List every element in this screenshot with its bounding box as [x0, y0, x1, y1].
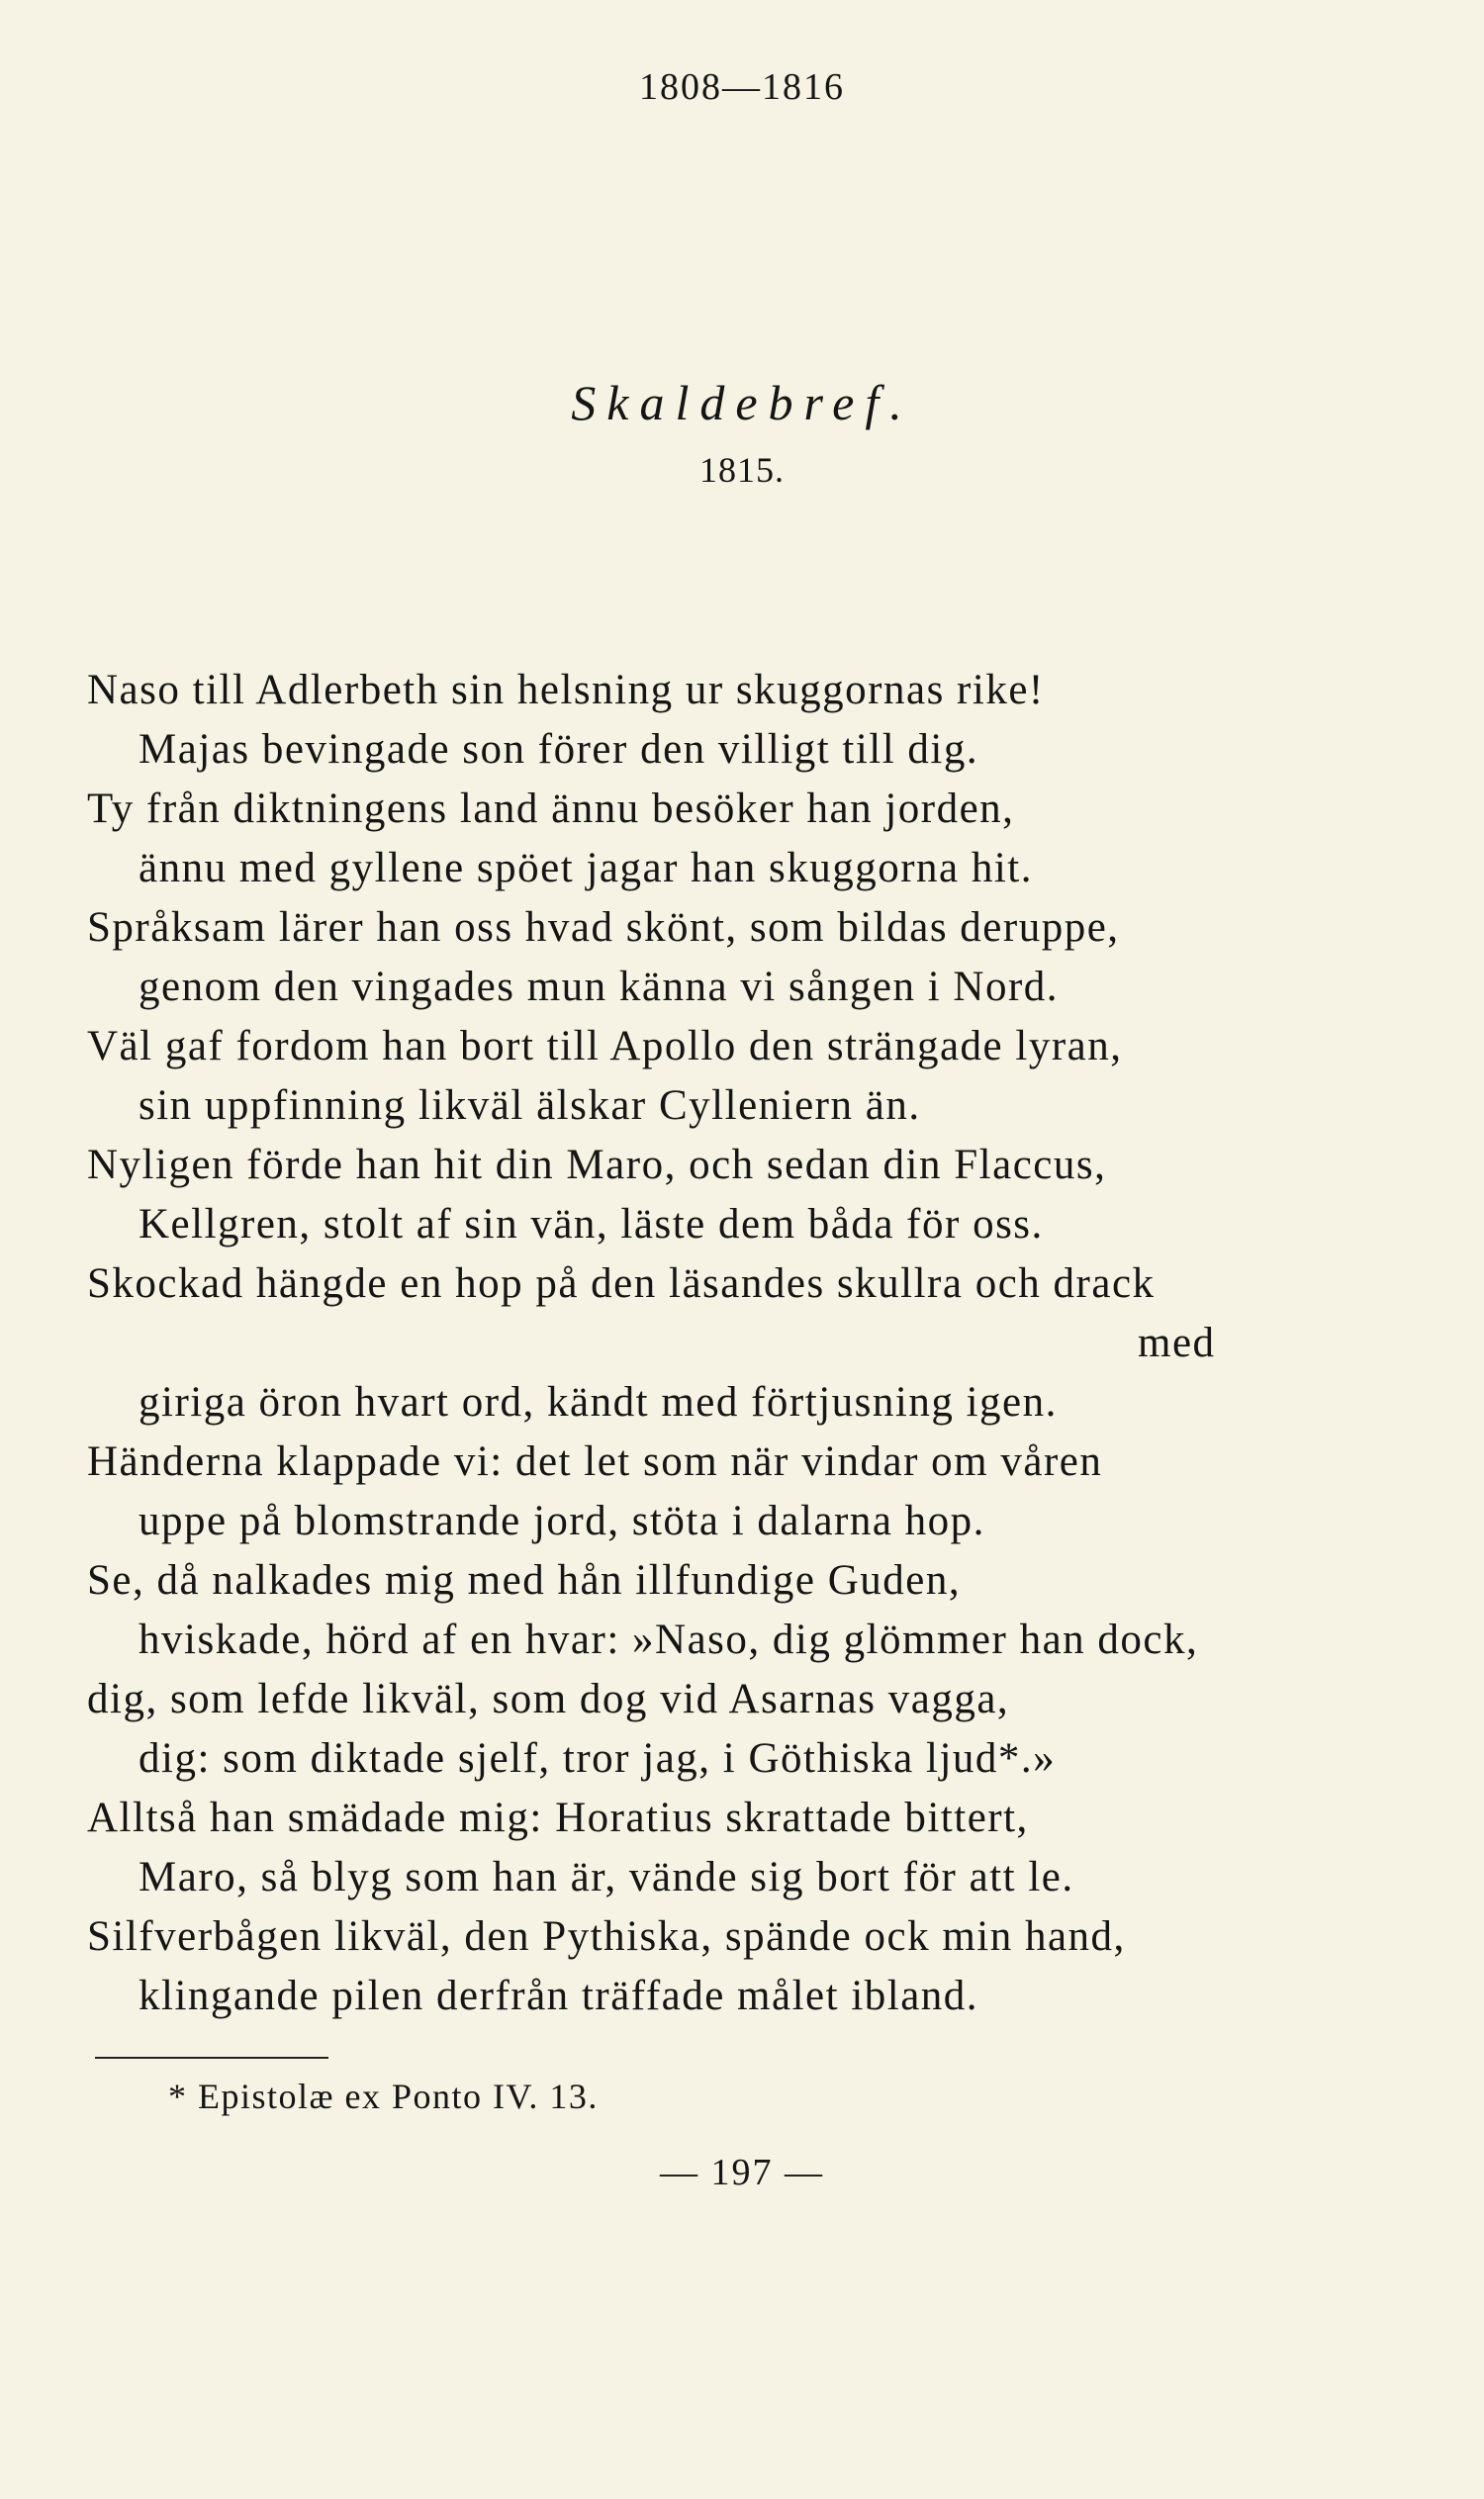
running-head: 1808—1816	[639, 66, 845, 108]
poem-line: genom den vingades mun känna vi sången i Nord.	[139, 964, 1060, 1010]
poem-line: Skockad hängde en hop på den läsandes skullra och drack	[87, 1260, 1156, 1307]
poem-line: Ty från diktningens land ännu besöker han jorden,	[87, 786, 1015, 832]
poem-line: Naso till Adlerbeth sin helsning ur skuggornas rike!	[87, 667, 1045, 713]
poem-line-runover: med	[1138, 1320, 1216, 1366]
poem-body	[87, 661, 1413, 2026]
poem-line: Händerna klappade vi: det let som när vindar om våren	[87, 1438, 1103, 1485]
poem-line: Silfverbågen likväl, den Pythiska, spände ock min hand,	[87, 1913, 1126, 1960]
poem-line: Väl gaf fordom han bort till Apollo den strängade lyran,	[87, 1023, 1123, 1069]
poem-title: Skaldebref.	[571, 375, 913, 430]
poem-line: sin uppfinning likväl älskar Cylleniern än.	[139, 1082, 921, 1129]
poem-line: Kellgren, stolt af sin vän, läste dem båda för oss.	[139, 1201, 1044, 1248]
poem-line: Se, då nalkades mig med hån illfundige Guden,	[87, 1557, 962, 1604]
poem-line: ännu med gyllene spöet jagar han skuggorna hit.	[139, 845, 1034, 891]
poem-line: Majas bevingade son förer den villigt till dig.	[139, 726, 979, 773]
page-number: — 197 —	[660, 2152, 824, 2193]
footnote-divider	[95, 2057, 328, 2059]
poem-line: Maro, så blyg som han är, vände sig bort för att le.	[139, 1854, 1074, 1900]
poem-line: Alltså han smädade mig: Horatius skrattade bittert,	[87, 1795, 1029, 1841]
poem-line: Språksam lärer han oss hvad skönt, som bildas deruppe,	[87, 904, 1120, 951]
poem-line: dig, som lefde likväl, som dog vid Asarnas vagga,	[87, 1676, 1010, 1722]
poem-line: hviskade, hörd af en hvar: »Naso, dig glömmer han dock,	[139, 1617, 1199, 1663]
footnote: * Epistolæ ex Ponto IV. 13.	[168, 2077, 599, 2116]
poem-line: giriga öron hvart ord, kändt med förtjusning igen.	[139, 1379, 1058, 1426]
poem-line: klingande pilen derfrån träffade målet ibland.	[139, 1973, 979, 2019]
poem-line: Nyligen förde han hit din Maro, och sedan din Flaccus,	[87, 1142, 1107, 1188]
poem-year: 1815.	[699, 450, 785, 490]
poem-line: dig: som diktade sjelf, tror jag, i Göthiska ljud*.»	[139, 1735, 1057, 1782]
poem-line: uppe på blomstrande jord, stöta i dalarna hop.	[139, 1498, 985, 1544]
